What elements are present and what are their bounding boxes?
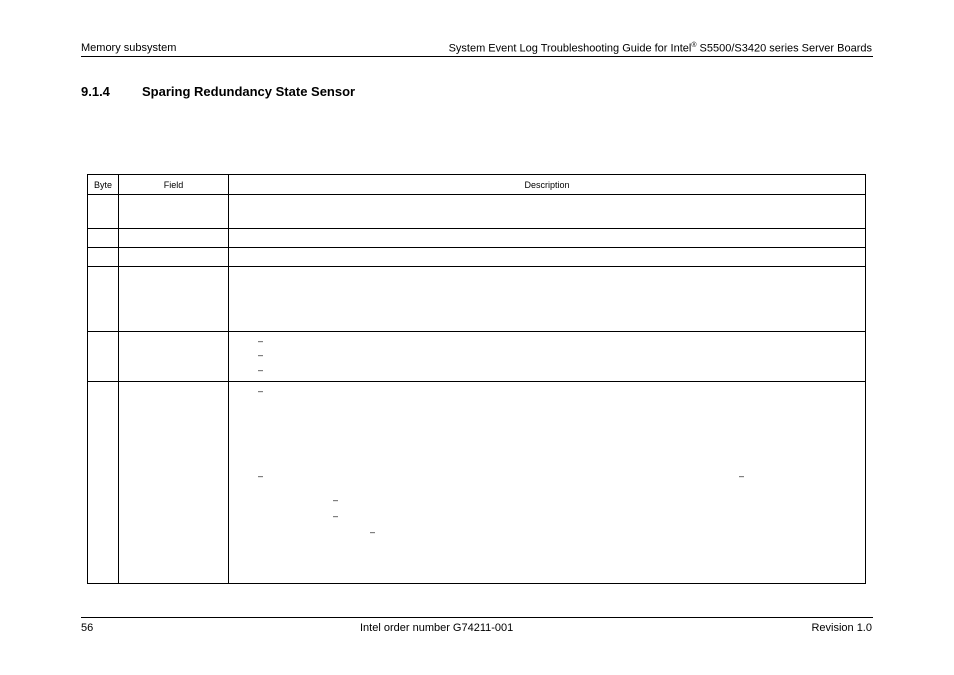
list-dash: – bbox=[258, 350, 264, 360]
description-cell bbox=[229, 248, 866, 267]
list-dash: – bbox=[739, 471, 745, 481]
byte-cell bbox=[88, 195, 119, 229]
header-doc-title-suffix: S5500/S3420 series Server Boards bbox=[696, 42, 872, 55]
running-header-right bbox=[449, 42, 872, 55]
page-number: 56 bbox=[81, 622, 94, 634]
running-header-left: Memory subsystem bbox=[81, 42, 177, 54]
byte-cell bbox=[88, 332, 119, 382]
table-row bbox=[88, 195, 866, 229]
field-cell bbox=[119, 267, 229, 332]
byte-cell bbox=[88, 267, 119, 332]
description-cell bbox=[229, 332, 866, 382]
field-cell bbox=[119, 229, 229, 248]
description-cell bbox=[229, 382, 866, 584]
description-cell bbox=[229, 229, 866, 248]
order-number: Intel order number G74211-001 bbox=[360, 622, 514, 634]
table-header-row bbox=[88, 175, 866, 195]
column-header-description: Description bbox=[229, 175, 866, 195]
byte-cell bbox=[88, 382, 119, 584]
footer-rule bbox=[81, 617, 873, 618]
list-dash: – bbox=[258, 365, 264, 375]
section-number: 9.1.4 bbox=[81, 84, 110, 99]
sensor-event-table bbox=[87, 174, 866, 584]
table-row bbox=[88, 229, 866, 248]
field-cell bbox=[119, 332, 229, 382]
table-row bbox=[88, 382, 866, 584]
field-cell bbox=[119, 382, 229, 584]
list-dash: – bbox=[333, 495, 339, 505]
field-cell bbox=[119, 195, 229, 229]
table-row bbox=[88, 332, 866, 382]
byte-cell bbox=[88, 248, 119, 267]
byte-cell bbox=[88, 229, 119, 248]
list-dash: – bbox=[258, 471, 264, 481]
registered-mark: ® bbox=[691, 42, 697, 49]
list-dash: – bbox=[258, 386, 264, 396]
column-header-byte: Byte bbox=[88, 175, 119, 195]
revision: Revision 1.0 bbox=[811, 622, 872, 634]
section-title: Sparing Redundancy State Sensor bbox=[142, 84, 356, 99]
table-row bbox=[88, 248, 866, 267]
table-row bbox=[88, 267, 866, 332]
header-rule bbox=[81, 56, 873, 57]
list-dash: – bbox=[333, 511, 339, 521]
header-doc-title: System Event Log Troubleshooting Guide for Intel bbox=[448, 42, 692, 55]
description-cell bbox=[229, 195, 866, 229]
description-cell bbox=[229, 267, 866, 332]
list-dash: – bbox=[370, 527, 376, 537]
column-header-field: Field bbox=[119, 175, 229, 195]
list-dash: – bbox=[258, 336, 264, 346]
field-cell bbox=[119, 248, 229, 267]
